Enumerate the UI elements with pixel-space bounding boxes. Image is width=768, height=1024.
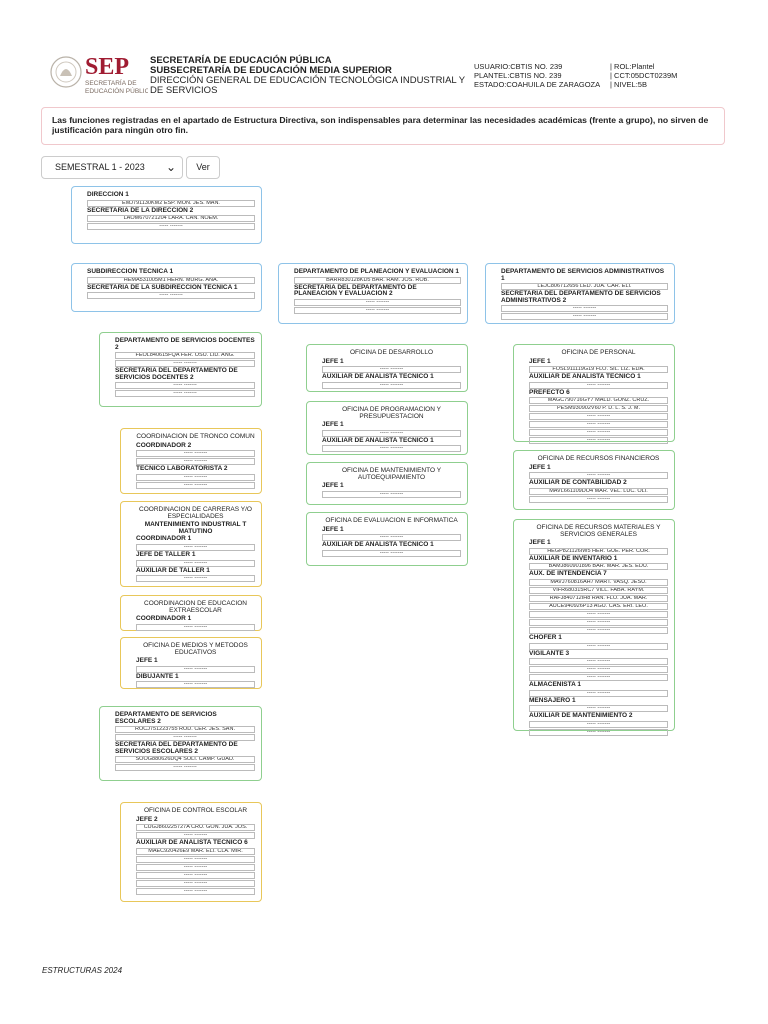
position-title: COORDINADOR 2 (136, 441, 192, 449)
header-line-4: DE SERVICIOS (150, 85, 218, 96)
position-title: MENSAJERO 1 (529, 696, 576, 704)
position-slot: FEOL840615FQA FER. OSU. LID. ANG. (115, 352, 255, 359)
position-title: SECRETARIA DEL DEPARTAMENTO DE SERVICIOS DOCENTES 2 (115, 367, 238, 381)
box-administrativos (485, 263, 675, 324)
position-title: CHOFER 1 (529, 633, 562, 641)
position-slot: ----- ------- (322, 550, 461, 557)
position-slot: ----- ------- (529, 690, 668, 697)
position-slot: ----- ------- (501, 313, 668, 320)
position-slot: ----- ------- (136, 575, 255, 582)
position-slot: LEJC806712656 LED. JUA. CAR. ELI. (501, 283, 668, 290)
position-slot: ----- ------- (136, 450, 255, 457)
sep-logo-sub2: EDUCACIÓN PÚBLICA (85, 88, 148, 95)
position-title: JEFE 1 (322, 525, 344, 533)
position-slot: ROCJ751223755 ROD. CER. JES. SAN. (115, 726, 255, 733)
position-slot: RAFJ840712IH8 RAN. FLO. JUA. MAR. (529, 595, 668, 602)
position-slot: ----- ------- (136, 560, 255, 567)
semester-select[interactable] (41, 156, 183, 179)
position-title: COORDINADOR 1 (136, 615, 192, 623)
position-slot: ----- ------- (115, 734, 255, 741)
position-title: SECRETARIA DE LA SUBDIRECCION TECNICA 1 (87, 283, 238, 291)
position-title: DIRECCION 1 (87, 191, 129, 198)
position-slot: ----- ------- (294, 307, 461, 314)
position-title: AUXILIAR DE MANTENIMIENTO 2 (529, 712, 633, 720)
box-extraescolar (120, 595, 262, 631)
position-title: DEPARTAMENTO DE SERVICIOS ADMINISTRATIVOS 1 (501, 268, 665, 282)
position-slot: HEGP821126IW5 HER. GUE. PER. COR. (529, 548, 668, 555)
position-title: JEFE 2 (136, 815, 158, 823)
position-slot: ----- ------- (529, 666, 668, 673)
position-title: SECRETARIA DE LA DIRECCION 2 (87, 206, 194, 214)
footer-label: ESTRUCTURAS 2024 (42, 966, 123, 975)
position-title: ALMACENISTA 1 (529, 681, 581, 689)
user-info (474, 62, 600, 89)
box-desarrollo (306, 344, 468, 392)
nivel-line: | NIVEL:5B (610, 80, 647, 89)
user-line: USUARIO:CBTIS NO. 239 (474, 62, 563, 71)
position-title: JEFE 1 (529, 539, 551, 547)
position-slot: ----- ------- (529, 472, 668, 479)
sep-logo (48, 48, 148, 100)
position-title: SUBDIRECCION TECNICA 1 (87, 268, 174, 275)
position-slot: ----- ------- (136, 624, 255, 631)
position-slot: BARR830128KD5 BAR. RAM. JOS. ROB. (294, 277, 461, 284)
position-slot: MAGC790716GY7 MALD. GONZ. CRUZ. (529, 397, 668, 404)
position-slot: ----- ------- (136, 458, 255, 465)
position-title: VIGILANTE 3 (529, 649, 570, 657)
position-slot: CUGJ860225727A CRU. GON. JUA. JOS. (136, 824, 255, 831)
position-slot: FOSL911119G19 FLO. SIL. LIZ. EDA. (529, 366, 668, 373)
position-slot: ----- ------- (136, 872, 255, 879)
office-title: OFICINA DE CONTROL ESCOLAR (143, 807, 248, 814)
position-title: DEPARTAMENTO DE PLANEACION Y EVALUACION 1 (294, 268, 460, 275)
header-line-1: SECRETARÍA DE EDUCACIÓN PÚBLICA (150, 55, 332, 66)
position-title: AUXILIAR DE ANALISTA TECNICO 6 (136, 839, 248, 847)
position-slot: ----- ------- (529, 413, 668, 420)
position-slot: ----- ------- (115, 390, 255, 397)
ver-button[interactable]: Ver (186, 156, 220, 179)
position-title: AUXILIAR DE CONTABILIDAD 2 (529, 479, 627, 487)
position-slot: ----- ------- (529, 611, 668, 618)
position-slot: MAEC920426E9 MAR. ELI. CLA. MIR. (136, 848, 255, 855)
box-control (120, 802, 262, 902)
position-slot: ----- ------- (529, 674, 668, 681)
position-slot: ----- ------- (529, 705, 668, 712)
position-title: DIBUJANTE 1 (136, 672, 179, 680)
box-evaluacion (306, 512, 468, 566)
position-slot: ----- ------- (322, 366, 461, 373)
estado-line: ESTADO:COAHUILA DE ZARAGOZA (474, 80, 601, 89)
position-title: SECRETARIA DEL DEPARTAMENTO DE SERVICIOS ESCOLARES 2 (115, 741, 238, 755)
position-slot: ----- ------- (529, 627, 668, 634)
plantel-line: PLANTEL:CBTIS NO. 239 (474, 71, 562, 80)
position-slot: EMJ791130KM2 ESP. MON. JES. MAN. (87, 200, 255, 207)
chevron-down-icon: ⌄ (165, 160, 176, 174)
box-subdireccion (71, 263, 262, 312)
position-slot: PESM930902V60 P. D. L. S. J. M. (529, 405, 668, 412)
position-slot: ----- ------- (529, 721, 668, 728)
position-slot: ----- ------- (136, 544, 255, 551)
box-medios (120, 637, 262, 689)
box-financieros (513, 450, 675, 510)
box-carreras (120, 501, 262, 587)
office-title: COORDINACION DE TRONCO COMUN (136, 433, 255, 440)
semester-select-value: SEMESTRAL 1 - 2023 (55, 162, 145, 172)
office-title: OFICINA DE DESARROLLO (349, 349, 434, 356)
office-title: OFICINA DE RECURSOS MATERIALES Y SERVICIOS GENERALES (536, 524, 661, 538)
position-slot: ----- ------- (529, 658, 668, 665)
notice-banner: Las funciones registradas en el apartado de Estructura Directiva, son indispensables para determinar las necesidades académicas (frente a grupo), no sirven de justificación para ningún otro fin. (41, 107, 725, 145)
office-title: OFICINA DE MANTENIMIENTO Y AUTOEQUIPAMIENTO (341, 467, 442, 481)
header-line-3: DIRECCIÓN GENERAL DE EDUCACIÓN TECNOLÓGICA INDUSTRIAL Y (150, 75, 466, 86)
position-slot: ----- ------- (115, 764, 255, 771)
position-title: JEFE 1 (322, 357, 344, 365)
position-slot: ----- ------- (136, 832, 255, 839)
position-title: JEFE 1 (136, 657, 158, 665)
position-slot: ----- ------- (322, 534, 461, 541)
position-slot: ----- ------- (136, 880, 255, 887)
position-title: SECRETARIA DEL DEPARTAMENTO DE SERVICIOS ADMINISTRATIVOS 2 (501, 290, 661, 304)
sep-logo-sub1: SECRETARÍA DE (85, 80, 137, 87)
office-title: OFICINA DE RECURSOS FINANCIEROS (537, 455, 660, 462)
box-programacion (306, 401, 468, 455)
office-title: OFICINA DE MEDIOS Y METODOS EDUCATIVOS (143, 642, 248, 656)
position-slot: ----- ------- (136, 681, 255, 688)
position-slot: ----- ------- (136, 666, 255, 673)
position-title: SECRETARIA DEL DEPARTAMENTO DE PLANEACION Y EVALUACION 2 (294, 283, 417, 298)
position-slot: LAOM670721204 LARA. CAN. NOEM. (87, 215, 255, 222)
position-slot: ----- ------- (87, 223, 255, 230)
position-title: DEPARTAMENTO DE SERVICIOS DOCENTES 2 (115, 337, 255, 351)
box-planeacion (278, 263, 468, 324)
sep-logo-text: SEP (85, 54, 130, 80)
position-title: PREFECTO 6 (529, 388, 570, 396)
position-slot: ----- ------- (529, 619, 668, 626)
box-docentes (99, 332, 262, 407)
position-title: DEPARTAMENTO DE SERVICIOS ESCOLARES 2 (115, 711, 217, 725)
position-title: AUXILIAR DE ANALISTA TECNICO 1 (322, 373, 434, 381)
position-title: AUXILIAR DE INVENTARIO 1 (529, 554, 618, 562)
header-line-2: SUBSECRETARÍA DE EDUCACIÓN MEDIA SUPERIOR (150, 65, 392, 76)
box-direccion (71, 186, 262, 244)
office-title: COORDINACION DE EDUCACION EXTRAESCOLAR (144, 600, 247, 614)
position-title: AUXILIAR DE ANALISTA TECNICO 1 (529, 373, 641, 381)
position-slot: MAVL661109DO4 MAR. VEL. LUC. OLI. (529, 488, 668, 495)
position-slot: ----- ------- (529, 429, 668, 436)
office-title: OFICINA DE PERSONAL (561, 349, 636, 356)
position-slot: ----- ------- (322, 382, 461, 389)
position-slot: ----- ------- (136, 864, 255, 871)
position-slot: ----- ------- (87, 292, 255, 299)
box-tronco (120, 428, 262, 494)
position-slot: ----- ------- (136, 482, 255, 489)
position-title: JEFE 1 (529, 357, 551, 365)
position-title: AUXILIAR DE ANALISTA TECNICO 1 (322, 436, 434, 444)
position-slot: MAVJ760816AH7 MART. VASQ. JESU. (529, 579, 668, 586)
box-escolares (99, 706, 262, 781)
role-info (610, 62, 677, 89)
office-title: OFICINA DE PROGRAMACION Y PRESUPUESTACION (342, 406, 441, 420)
header-titles (150, 56, 465, 96)
position-slot: SOOG880626DQ4 SOLI. CAMP. GUAD. (115, 756, 255, 763)
position-slot: VIFR680315RC7 VILL. FABA. RAYM. (529, 587, 668, 594)
box-materiales (513, 519, 675, 735)
position-slot: ----- ------- (529, 643, 668, 650)
position-slot: ----- ------- (136, 474, 255, 481)
position-title: JEFE 1 (529, 463, 551, 471)
position-slot: ----- ------- (322, 491, 461, 498)
position-title: COORDINADOR 1 (136, 535, 192, 543)
box-mantenimiento (306, 462, 468, 505)
position-title: AUXILIAR DE TALLER 1 (136, 566, 210, 574)
position-title: AUX. DE INTENDENCIA 7 (529, 570, 607, 578)
cct-line: | CCT:05DCT0239M (610, 71, 678, 80)
office-title: OFICINA DE EVALUACION E INFORMATICA (325, 517, 458, 524)
position-slot: BAMJ860901896 BAR. MAR. JES. EDU. (529, 563, 668, 570)
position-slot: ----- ------- (115, 360, 255, 367)
position-slot: ----- ------- (501, 305, 668, 312)
position-title: JEFE 1 (322, 421, 344, 429)
position-title: TECNICO LABORATORISTA 2 (136, 465, 228, 473)
position-slot: HEMA531005M1 HERN. MURG. ANA. (87, 277, 255, 284)
position-slot: AUCE940926P13 AGU. CAS. ERI. LEO. (529, 603, 668, 610)
position-title: JEFE 1 (322, 482, 344, 490)
position-slot: ----- ------- (136, 856, 255, 863)
position-slot: ----- ------- (529, 496, 668, 503)
position-slot: ----- ------- (529, 421, 668, 428)
position-title: AUXILIAR DE ANALISTA TECNICO 1 (322, 541, 434, 549)
position-slot: ----- ------- (115, 382, 255, 389)
office-subtitle: MANTENIMIENTO INDUSTRIAL T MATUTINO (144, 521, 247, 535)
position-slot: ----- ------- (529, 382, 668, 389)
position-slot: ----- ------- (294, 299, 461, 306)
office-title: COORDINACION DE CARRERAS Y/O ESPECIALIDADES (139, 506, 252, 520)
position-slot: ----- ------- (322, 430, 461, 437)
rol-line: | ROL:Plantel (610, 62, 655, 71)
position-slot: ----- ------- (529, 437, 668, 444)
position-title: JEFE DE TALLER 1 (136, 550, 196, 558)
position-slot: ----- ------- (136, 888, 255, 895)
position-slot: ----- ------- (529, 729, 668, 736)
position-slot: ----- ------- (322, 445, 461, 452)
box-personal (513, 344, 675, 442)
